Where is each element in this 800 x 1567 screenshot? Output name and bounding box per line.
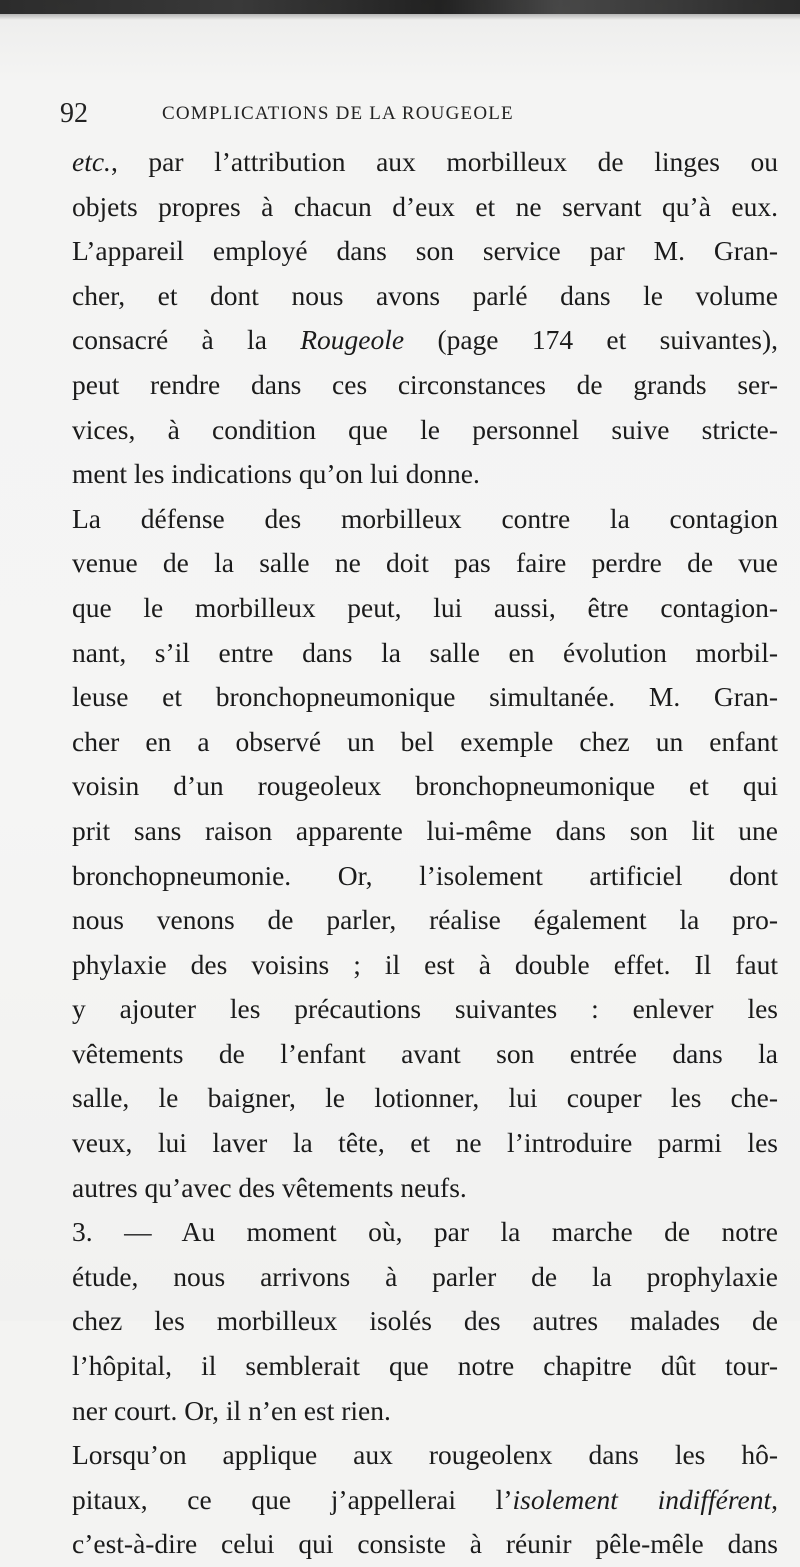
running-title: COMPLICATIONS DE LA ROUGEOLE [162,103,514,124]
text-segment: ment les indications qu’on lui donne. [72,458,480,490]
text-line [72,1478,778,1523]
text-line [72,1121,778,1166]
text-segment: , [771,1483,778,1515]
text-segment: l’hôpital, il semblerait que notre chapitre dût tour- [72,1350,778,1382]
text-segment: voisin d’un rougeoleux bronchopneumonique et qui [72,770,778,802]
text-line [72,541,778,586]
text-segment: objets propres à chacun d’eux et ne servant qu’à eux. [72,190,778,222]
text-segment: nant, s’il entre dans la salle en évolution morbil- [72,636,778,668]
text-segment: phylaxie des voisins ; il est à double effet. Il faut [72,948,778,980]
text-line [72,274,778,319]
text-segment: salle, le baigner, le lotionner, lui couper les che- [72,1082,778,1114]
text-line [72,140,778,185]
text-segment: vêtements de l’enfant avant son entrée dans la [72,1037,778,1069]
text-line [72,1433,778,1478]
text-line [72,1255,778,1300]
text-segment: veux, lui laver la tête, et ne l’introduire parmi les [72,1127,778,1159]
text-segment: nous venons de parler, réalise également la pro- [72,904,778,936]
text-line [72,987,778,1032]
text-line [72,943,778,988]
body-text [72,140,778,1567]
text-segment: cher, et dont nous avons parlé dans le volume [72,279,778,311]
text-line [72,185,778,230]
text-segment: Lorsqu’on applique aux rougeolenx dans les hô- [72,1439,778,1471]
text-line [72,809,778,854]
text-segment: 3. — Au moment où, par la marche de notre [72,1216,778,1248]
text-segment: L’appareil employé dans son service par M. Gran- [72,235,778,267]
text-segment: (page 174 et suivantes), [404,324,778,356]
text-segment: prit sans raison apparente lui-même dans son lit une [72,814,778,846]
text-segment: chez les morbilleux isolés des autres malades de [72,1305,778,1337]
text-line [72,1032,778,1077]
text-segment: La défense des morbilleux contre la contagion [72,502,778,534]
text-segment: que le morbilleux peut, lui aussi, être contagion- [72,591,778,623]
text-segment: venue de la salle ne doit pas faire perdre de vue [72,547,778,579]
text-line [72,1389,778,1434]
text-line [72,675,778,720]
italic-text: isolement indifférent [512,1483,772,1515]
text-segment: bronchopneumonie. Or, l’isolement artificiel dont [72,859,778,891]
page-header [60,94,760,134]
text-segment: vices, à condition que le personnel suive stricte- [72,413,778,445]
text-segment: c’est-à-dire celui qui consiste à réunir pêle-mêle dans [72,1528,778,1560]
text-line [72,854,778,899]
text-line [72,1210,778,1255]
text-segment: autres qu’avec des vêtements neufs. [72,1171,467,1203]
page-top-edge-shadow [0,0,800,14]
italic-text: etc. [72,146,111,177]
text-segment: consacré à la [72,324,301,356]
text-line [72,631,778,676]
text-line [72,318,778,363]
text-line [72,1522,778,1567]
text-line [72,1166,778,1211]
text-line [72,1076,778,1121]
text-segment: , par l’attribution aux morbilleux de linges ou [110,146,778,177]
text-segment: ner court. Or, il n’en est rien. [72,1394,391,1426]
text-segment: peut rendre dans ces circonstances de grands ser- [72,368,778,400]
text-line [72,720,778,765]
italic-text: Rougeole [300,324,405,356]
text-segment: cher en a observé un bel exemple chez un enfant [72,725,778,757]
text-line [72,408,778,453]
page-number: 92 [60,98,88,129]
text-line [72,764,778,809]
text-segment: pitaux, ce que j’appellerai l’ [72,1483,513,1515]
text-line [72,229,778,274]
text-segment: y ajouter les précautions suivantes : enlever les [72,993,778,1025]
text-line [72,1344,778,1389]
text-line [72,586,778,631]
text-segment: leuse et bronchopneumonique simultanée. M. Gran- [72,681,778,713]
text-line [72,497,778,542]
text-line [72,898,778,943]
text-line [72,363,778,408]
text-segment: étude, nous arrivons à parler de la prophylaxie [72,1260,778,1292]
text-line [72,1299,778,1344]
text-line [72,452,778,497]
